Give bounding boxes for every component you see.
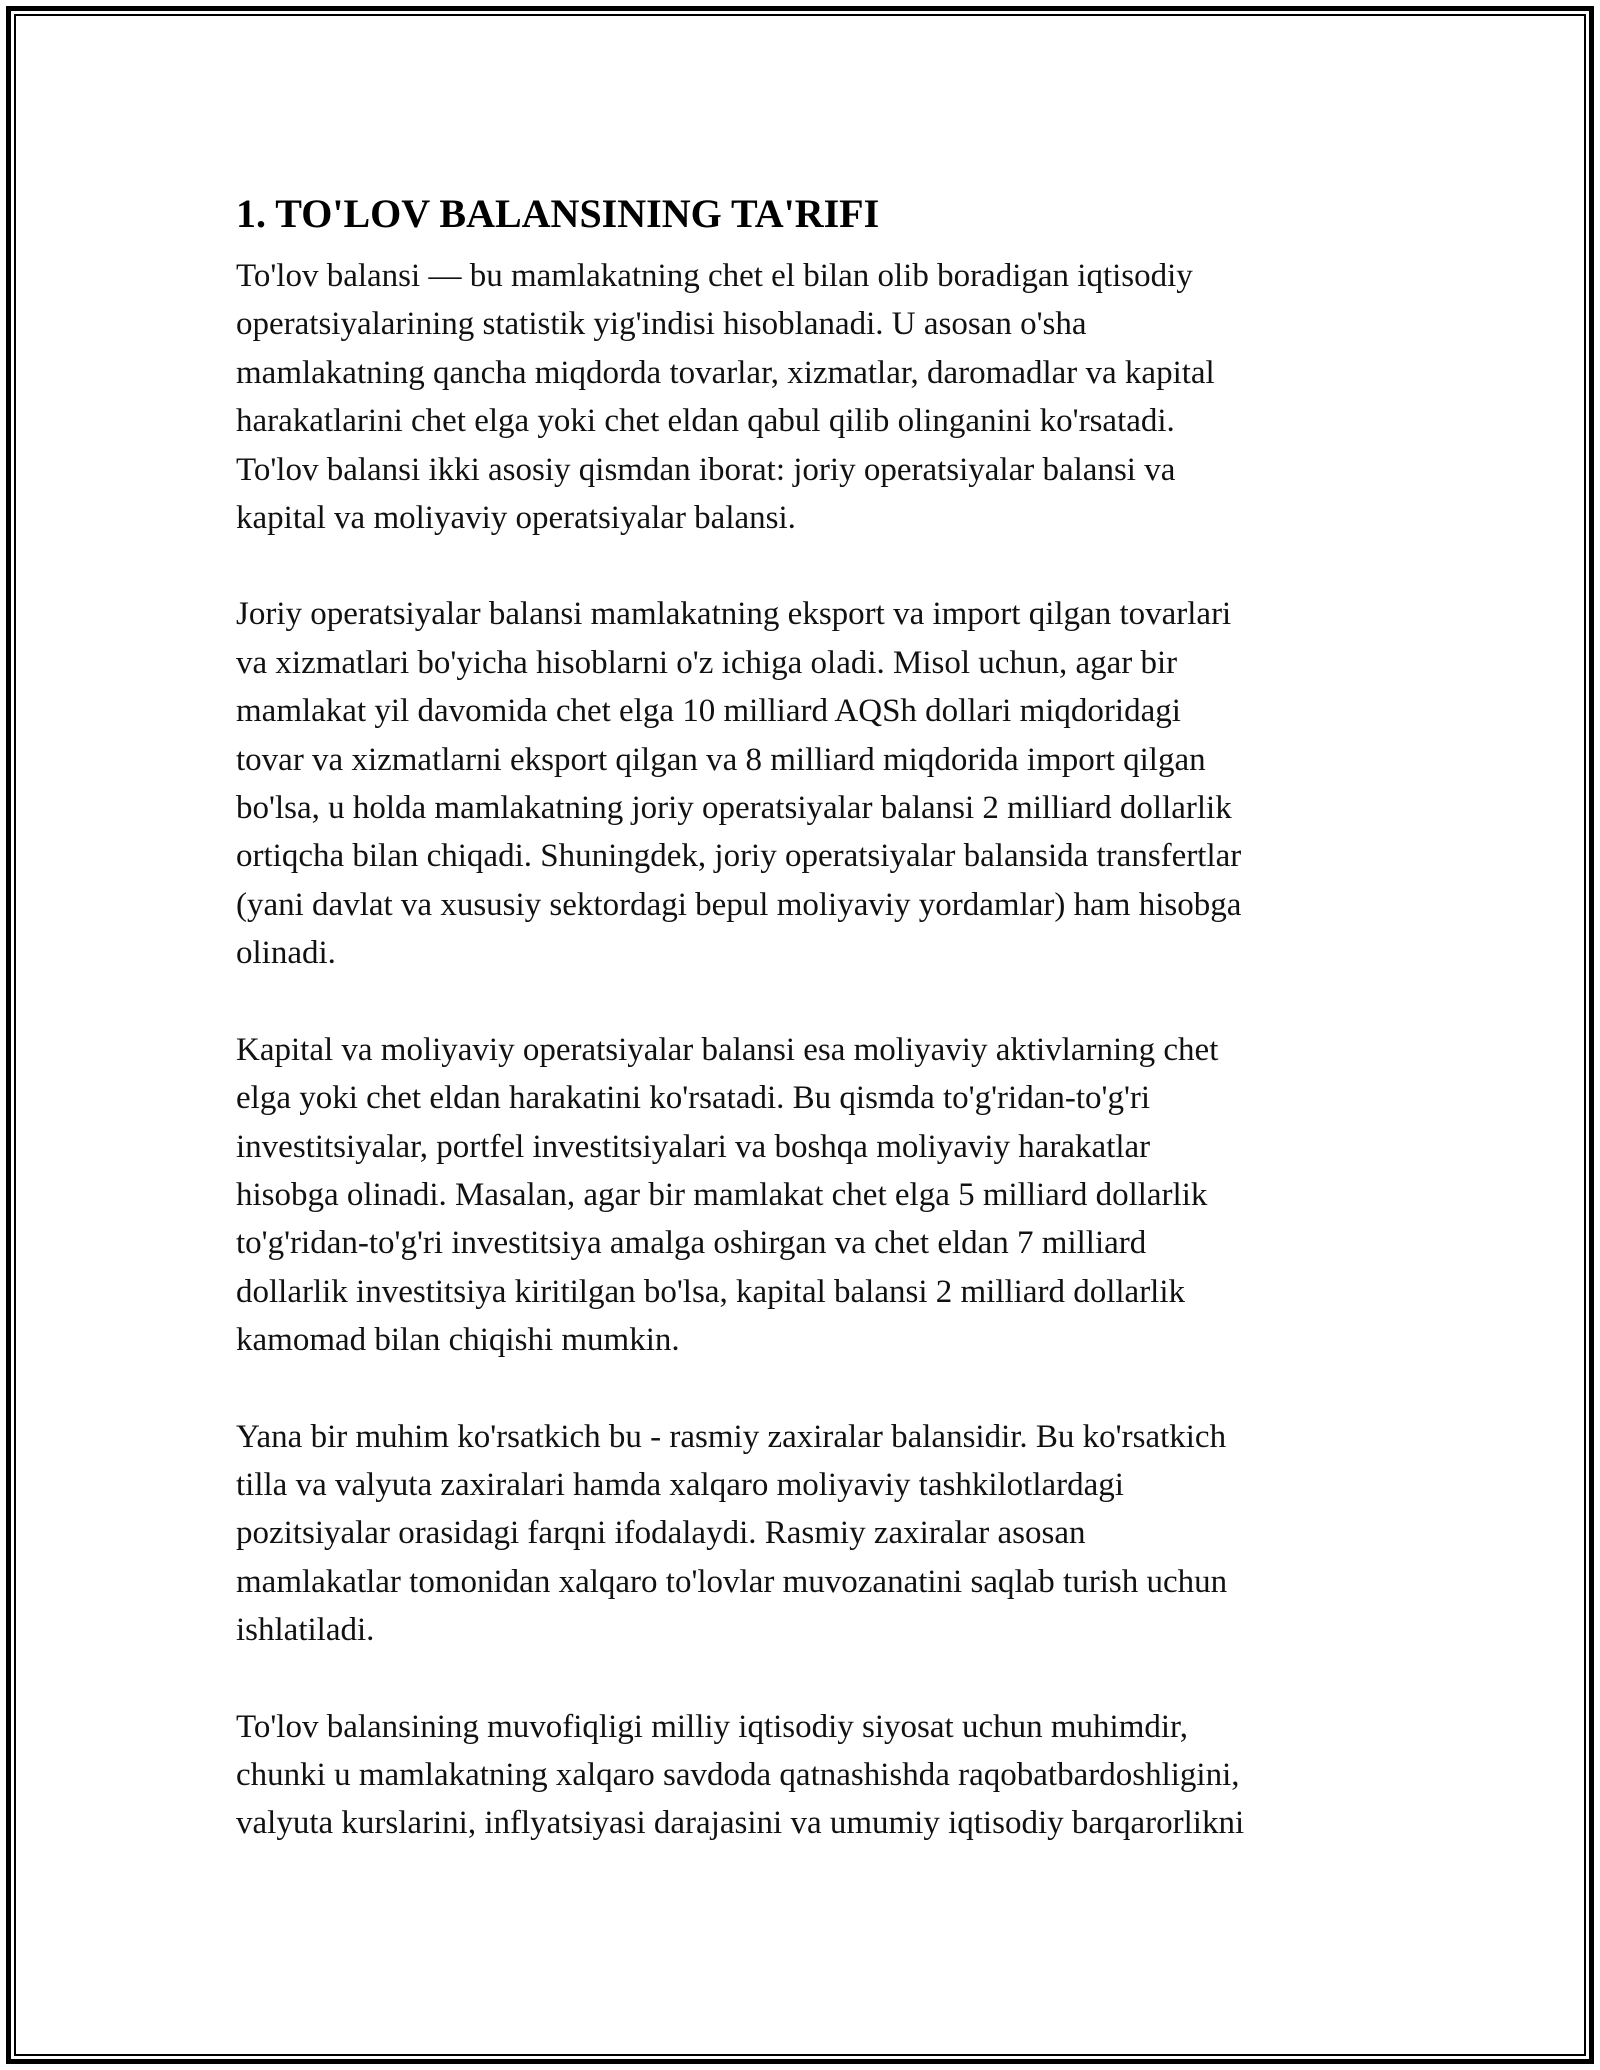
document-body: [236, 188, 1376, 1896]
paragraph-capital-account: Kapital va moliyaviy operatsiyalar balansi esa moliyaviy aktivlarning chet elga yoki chet eldan harakatini ko'rsatadi. Bu qismda to'g'ridan-to'g'ri investitsiyalar, portfel investitsiyalari va boshqa moliyaviy harakatlar hisobga olinadi. Masalan, agar bir mamlakat chet elga 5 milliard dollarlik to'g'ridan-to'g'ri investitsiya amalga oshirgan va chet eldan 7 milliard dollarlik investitsiya kiritilgan bo'lsa, kapital balansi 2 milliard dollarlik kamomad bilan chiqishi mumkin.: [236, 1031, 1219, 1359]
paragraph-importance: To'lov balansining muvofiqligi milliy iqtisodiy siyosat uchun muhimdir, chunki u mamlakatning xalqaro savdoda qatnashishda raqobatbardoshligini, valyuta kurslarini, inflyatsiyasi darajasini va umumiy iqtisodiy barqarorlikni: [236, 1708, 1245, 1842]
section-heading: 1. TO'LOV BALANSINING TA'RIFI: [236, 191, 880, 236]
paragraph-official-reserves: Yana bir muhim ko'rsatkich bu - rasmiy zaxiralar balansidir. Bu ko'rsatkich tilla va valyuta zaxiralari hamda xalqaro moliyaviy tashkilotlardagi pozitsiyalar orasidagi farqni ifodalaydi. Rasmiy zaxiralar asosan mamlakatlar tomonidan xalqaro to'lovlar muvozanatini saqlab turish uchun ishlatiladi.: [236, 1418, 1228, 1649]
paragraph-current-account: Joriy operatsiyalar balansi mamlakatning eksport va import qilgan tovarlari va xizmatlari bo'yicha hisoblarni o'z ichiga oladi. Misol uchun, agar bir mamlakat yil davomida chet elga 10 milliard AQSh dollari miqdoridagi tovar va xizmatlarni eksport qilgan va 8 milliard miqdorida import qilgan bo'lsa, u holda mamlakatning joriy operatsiyalar balansi 2 milliard dollarlik ortiqcha bilan chiqadi. Shuningdek, joriy operatsiyalar balansida transfertlar (yani davlat va xususiy sektordagi bepul moliyaviy yordamlar) ham hisobga olinadi.: [236, 596, 1242, 972]
paragraph-definition: To'lov balansi — bu mamlakatning chet el bilan olib boradigan iqtisodiy operatsiyalarining statistik yig'indisi hisoblanadi. U asosan o'sha mamlakatning qancha miqdorda tovarlar, xizmatlar, daromadlar va kapital harakatlarini chet elga yoki chet eldan qabul qilib olinganini ko'rsatadi. To'lov balansi ikki asosiy qismdan iborat: joriy operatsiyalar balansi va kapital va moliyaviy operatsiyalar balansi.: [236, 258, 1215, 537]
